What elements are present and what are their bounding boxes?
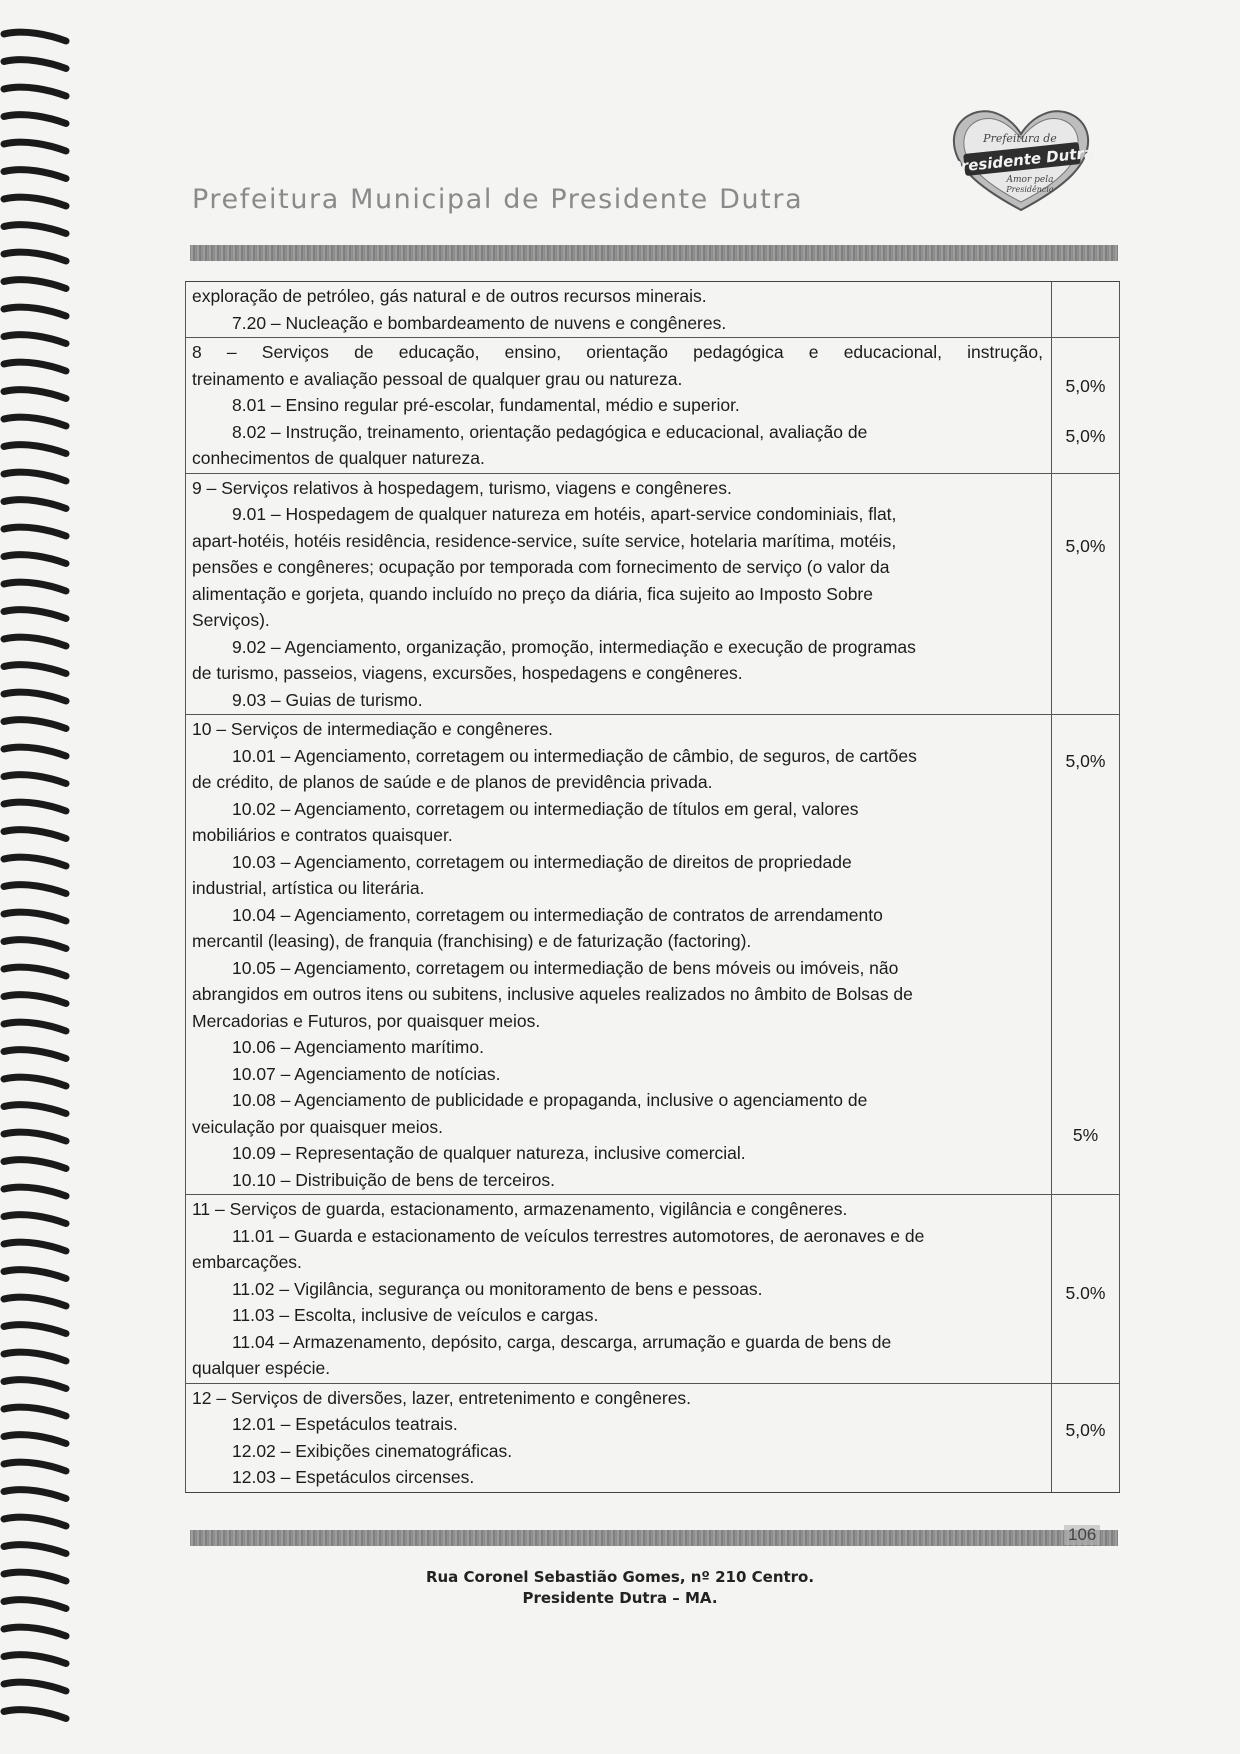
table-row	[185, 338, 1120, 474]
binding-ring	[4, 252, 66, 261]
text-line: 8 – Serviços de educação, ensino, orientação pedagógica e educacional, instrução,	[192, 342, 1043, 362]
row-description	[185, 1195, 1052, 1383]
text-line: 10.08 – Agenciamento de publicidade e propaganda, inclusive o agenciamento de	[232, 1090, 868, 1110]
text-line: 12.02 – Exibições cinematográficas.	[232, 1440, 513, 1461]
binding-ring	[4, 87, 66, 96]
text-line: 9.01 – Hospedagem de qualquer natureza em hotéis, apart-service condominiais, flat,	[232, 504, 897, 524]
text-line: 10 – Serviços de intermediação e congêneres.	[192, 719, 553, 739]
row-description	[185, 474, 1052, 715]
binding-ring	[4, 1270, 66, 1279]
tax-rate-value: 5,0%	[1065, 535, 1106, 556]
binding-ring	[4, 1435, 66, 1444]
tax-rate-value: 5,0%	[1065, 751, 1106, 771]
row-description	[185, 715, 1052, 1194]
footer-address: Rua Coronel Sebastião Gomes, nº 210 Centro.	[425, 1568, 815, 1586]
text-line: qualquer espécie.	[192, 1358, 331, 1378]
header-title: Prefeitura Municipal de Presidente Dutra	[192, 184, 804, 215]
table-row	[185, 715, 1120, 1195]
binding-ring	[4, 885, 66, 894]
text-line: mercantil (leasing), de franquia (franchising) e de faturização (factoring).	[192, 931, 752, 951]
text-line: 9.03 – Guias de turismo.	[232, 689, 423, 710]
text-line: 10.09 – Representação de qualquer natureza, inclusive comercial.	[232, 1143, 746, 1163]
binding-ring	[4, 335, 66, 344]
binding-ring	[4, 445, 66, 454]
binding-ring	[4, 967, 66, 976]
logo-sub2-text: Presidência	[1006, 185, 1054, 194]
spiral-binding	[0, 0, 72, 1754]
binding-ring	[4, 610, 66, 619]
binding-ring	[4, 1627, 66, 1636]
text-line: abrangidos em outros itens ou subitens, inclusive aqueles realizados no âmbito de Bolsas de	[192, 984, 913, 1004]
row-rate	[1052, 338, 1120, 473]
text-line: 12.03 – Espetáculos circenses.	[232, 1467, 475, 1487]
binding-ring	[4, 1297, 66, 1306]
text-line: exploração de petróleo, gás natural e de outros recursos minerais.	[192, 286, 707, 306]
tax-rate-value: 5,0%	[1065, 376, 1106, 396]
text-line: 10.02 – Agenciamento, corretagem ou intermediação de títulos em geral, valores	[232, 798, 859, 819]
binding-ring	[4, 1490, 66, 1499]
text-line: 9.02 – Agenciamento, organização, promoção, intermediação e execução de programas	[232, 636, 916, 657]
text-line: pensões e congêneres; ocupação por temporada com fornecimento de serviço (o valor da	[192, 557, 890, 577]
text-line: apart-hotéis, hotéis residência, residence-service, suíte service, hotelaria marítima, motéis,	[192, 530, 897, 551]
binding-ring	[4, 115, 66, 124]
text-line: embarcações.	[192, 1252, 302, 1272]
text-line: 10.01 – Agenciamento, corretagem ou intermediação de câmbio, de seguros, de cartões	[232, 745, 917, 766]
binding-ring	[4, 1215, 66, 1224]
table-row	[185, 282, 1120, 338]
binding-ring	[4, 747, 66, 756]
binding-ring	[4, 1160, 66, 1169]
row-description	[185, 1384, 1052, 1492]
binding-ring	[4, 940, 66, 949]
binding-ring	[4, 1022, 66, 1031]
text-line: 10.07 – Agenciamento de notícias.	[232, 1063, 501, 1084]
text-line: 11.03 – Escolta, inclusive de veículos e cargas.	[232, 1305, 599, 1325]
text-line: 10.04 – Agenciamento, corretagem ou intermediação de contratos de arrendamento	[232, 904, 883, 925]
binding-ring	[4, 555, 66, 564]
table-row	[185, 474, 1120, 716]
tax-rate-value: 5,0%	[1065, 1419, 1106, 1440]
text-line: 12.01 – Espetáculos teatrais.	[232, 1414, 458, 1434]
table-row	[185, 1384, 1120, 1492]
binding-ring	[4, 527, 66, 536]
binding-ring	[4, 1380, 66, 1389]
binding-ring	[4, 472, 66, 481]
binding-ring	[4, 417, 66, 426]
binding-ring	[4, 1407, 66, 1416]
text-line: 12 – Serviços de diversões, lazer, entretenimento e congêneres.	[192, 1387, 692, 1408]
text-line: 10.03 – Agenciamento, corretagem ou intermediação de direitos de propriedade	[232, 851, 852, 872]
tax-rate-value: 5%	[1072, 1125, 1099, 1145]
text-line: 9 – Serviços relativos à hospedagem, turismo, viagens e congêneres.	[192, 477, 732, 498]
row-rate	[1052, 474, 1120, 715]
row-rate	[1052, 1195, 1120, 1383]
text-line: 11 – Serviços de guarda, estacionamento, armazenamento, vigilância e congêneres.	[192, 1199, 848, 1219]
footer-divider-band	[190, 1530, 1118, 1546]
binding-ring	[4, 582, 66, 591]
row-rate	[1052, 282, 1120, 337]
row-description	[185, 338, 1052, 473]
binding-ring	[4, 142, 66, 151]
binding-ring	[4, 307, 66, 316]
text-line: 8.01 – Ensino regular pré-escolar, fundamental, médio e superior.	[232, 395, 740, 415]
binding-ring	[4, 225, 66, 234]
text-line: Serviços).	[192, 610, 270, 630]
services-table	[185, 281, 1120, 1493]
binding-ring	[4, 637, 66, 646]
binding-ring	[4, 802, 66, 811]
binding-ring	[4, 912, 66, 921]
binding-ring	[4, 857, 66, 866]
binding-ring	[4, 1352, 66, 1361]
binding-ring	[4, 1105, 66, 1114]
text-line: Mercadorias e Futuros, por quaisquer meios.	[192, 1010, 541, 1031]
binding-ring	[4, 830, 66, 839]
text-line: 8.02 – Instrução, treinamento, orientação pedagógica e educacional, avaliação de	[232, 421, 868, 442]
text-line: mobiliários e contratos quaisquer.	[192, 825, 453, 845]
text-line: 10.10 – Distribuição de bens de terceiros.	[232, 1169, 555, 1190]
text-line: alimentação e gorjeta, quando incluído no preço da diária, fica sujeito ao Imposto Sobre	[192, 583, 873, 604]
text-line: 11.01 – Guarda e estacionamento de veículos terrestres automotores, de aeronaves e de	[232, 1225, 925, 1246]
row-rate	[1052, 715, 1120, 1194]
text-line: 10.06 – Agenciamento marítimo.	[232, 1037, 484, 1057]
header-divider-band	[190, 245, 1118, 261]
binding-ring	[4, 197, 66, 206]
binding-ring	[4, 1077, 66, 1086]
tax-rate-value: 5.0%	[1065, 1283, 1106, 1303]
text-line: 10.05 – Agenciamento, corretagem ou intermediação de bens móveis ou imóveis, não	[232, 957, 899, 978]
text-line: conhecimentos de qualquer natureza.	[192, 448, 485, 468]
binding-ring	[4, 1682, 66, 1691]
binding-ring	[4, 665, 66, 674]
municipal-logo	[946, 106, 1096, 216]
page-number: 106	[1064, 1525, 1100, 1545]
logo-sub1-text: Amor pela	[1006, 175, 1054, 185]
binding-ring	[4, 1187, 66, 1196]
binding-ring	[4, 775, 66, 784]
binding-ring	[4, 1655, 66, 1664]
binding-ring	[4, 280, 66, 289]
logo-main-text: Presidente Dutra	[949, 143, 1095, 177]
text-line: 11.04 – Armazenamento, depósito, carga, descarga, arrumação e guarda de bens de	[232, 1331, 892, 1352]
binding-ring	[4, 60, 66, 69]
binding-ring	[4, 995, 66, 1004]
text-line: de crédito, de planos de saúde e de planos de previdência privada.	[192, 772, 713, 792]
row-rate	[1052, 1384, 1120, 1492]
binding-ring	[4, 32, 66, 41]
binding-ring	[4, 1132, 66, 1141]
text-line: treinamento e avaliação pessoal de qualquer grau ou natureza.	[192, 368, 683, 389]
binding-ring	[4, 170, 66, 179]
text-line: 7.20 – Nucleação e bombardeamento de nuvens e congêneres.	[232, 312, 727, 333]
binding-ring	[4, 720, 66, 729]
binding-ring	[4, 390, 66, 399]
text-line: industrial, artística ou literária.	[192, 878, 425, 898]
binding-ring	[4, 1462, 66, 1471]
text-line: de turismo, passeios, viagens, excursões, hospedagens e congêneres.	[192, 663, 743, 683]
footer-city: Presidente Dutra – MA.	[522, 1589, 718, 1607]
text-line: veiculação por quaisquer meios.	[192, 1116, 443, 1137]
logo-top-text: Prefeitura de	[983, 132, 1057, 145]
binding-ring	[4, 362, 66, 371]
tax-rate-value: 5,0%	[1065, 426, 1106, 446]
binding-ring	[4, 692, 66, 701]
binding-ring	[4, 1517, 66, 1526]
binding-ring	[4, 1242, 66, 1251]
binding-ring	[4, 1545, 66, 1554]
text-line: 11.02 – Vigilância, segurança ou monitoramento de bens e pessoas.	[232, 1278, 763, 1299]
binding-ring	[4, 1325, 66, 1334]
binding-ring	[4, 1050, 66, 1059]
row-description	[185, 282, 1052, 337]
binding-ring	[4, 500, 66, 509]
table-row	[185, 1195, 1120, 1384]
binding-ring	[4, 1710, 66, 1719]
